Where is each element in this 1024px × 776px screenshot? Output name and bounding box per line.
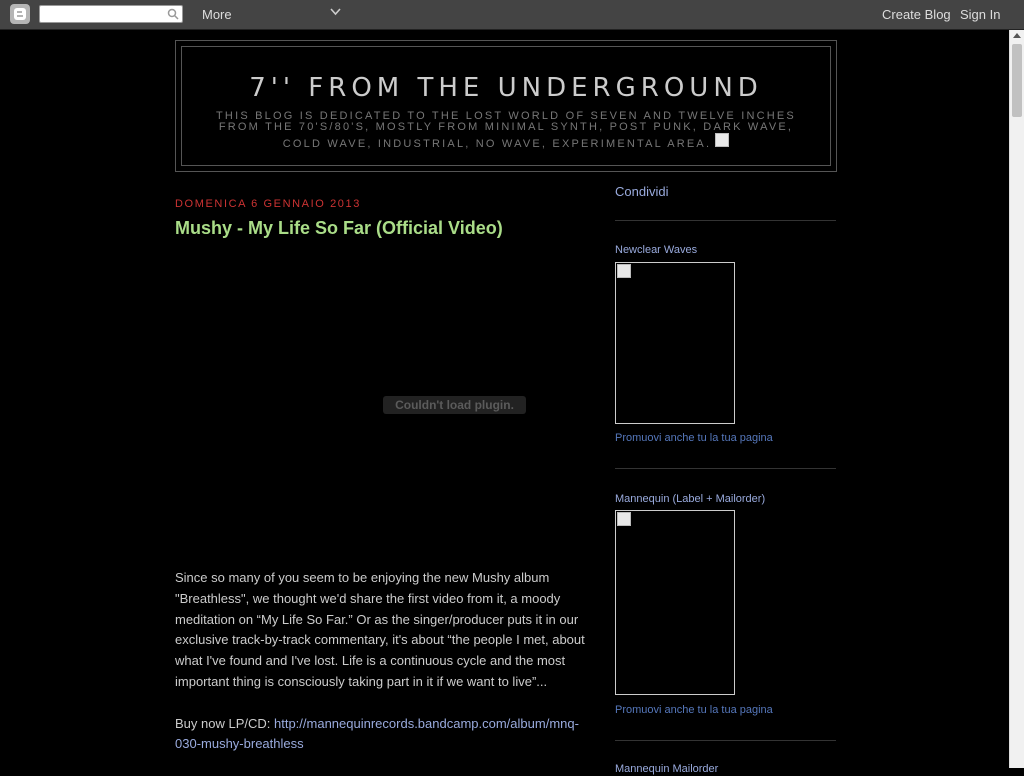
widget-title-newclear-waves[interactable]: Newclear Waves	[615, 244, 698, 256]
blog-header-inner	[181, 46, 831, 166]
search-input[interactable]	[39, 5, 183, 23]
post-date: DOMENICA 6 GENNAIO 2013	[175, 198, 361, 210]
sign-in-link[interactable]: Sign In	[960, 7, 1001, 22]
post-paragraph: Since so many of you seem to be enjoying the new Mushy album "Breathless", we thought we'd share the first video from it, a moody meditation on “My Life So Far.” Or as the singer/producer puts it in our exclusive track-by-track commentary, it's about “the people I met, about what I've found and I've lost. Life is a continuous cycle and the most important thing is consciously taking part in it if we want to live”...	[175, 570, 585, 689]
chevron-down-icon[interactable]	[330, 8, 341, 16]
create-blog-link[interactable]: Create Blog	[882, 7, 951, 22]
scroll-up-icon[interactable]	[1013, 33, 1021, 38]
blogger-navbar	[0, 0, 1024, 30]
more-menu[interactable]: More	[202, 7, 232, 22]
divider	[615, 220, 836, 221]
post-body	[175, 568, 585, 776]
facebook-badge-newclear-waves[interactable]	[615, 262, 735, 424]
bandcamp-link[interactable]: http://mannequinrecords.bandcamp.com/album/mnq-030-mushy-breathless	[175, 715, 579, 752]
widget-title-mannequin[interactable]: Mannequin (Label + Mailorder)	[615, 493, 766, 505]
post-title[interactable]: Mushy - My Life So Far (Official Video)	[175, 218, 503, 238]
broken-image-icon	[715, 133, 729, 147]
blogger-logo-icon[interactable]	[10, 4, 30, 24]
promo-link[interactable]: Promuovi anche tu la tua pagina	[615, 432, 773, 444]
blog-description-text: THIS BLOG IS DEDICATED TO THE LOST WORLD OF SEVEN AND TWELVE INCHES FROM THE 70'S/80'S, MOSTLY FROM MINIMAL SYNTH, POST PUNK, DARK WAVE, COLD WAVE, INDUSTRIAL, NO WAVE, EXPERIMENTAL AREA.	[216, 110, 796, 150]
broken-image-icon	[617, 512, 631, 526]
page-scrollbar[interactable]	[1009, 30, 1024, 768]
blog-description	[214, 111, 798, 150]
divider	[615, 468, 836, 469]
search-icon[interactable]	[167, 8, 179, 20]
facebook-badge-mannequin[interactable]	[615, 510, 735, 695]
post-buy-line	[175, 714, 585, 756]
blog-header	[175, 40, 837, 172]
scrollbar-thumb[interactable]	[1012, 44, 1022, 117]
broken-image-icon	[617, 264, 631, 278]
widget-title-mannequin-mailorder[interactable]: Mannequin Mailorder	[615, 763, 719, 775]
divider	[615, 740, 836, 741]
buy-label: Buy now LP/CD:	[175, 715, 274, 731]
share-link[interactable]: Condividi	[615, 184, 669, 199]
blog-title[interactable]: 7'' FROM THE UNDERGROUND	[249, 73, 763, 103]
plugin-error-message: Couldn't load plugin.	[383, 396, 526, 414]
promo-link[interactable]: Promuovi anche tu la tua pagina	[615, 704, 773, 716]
